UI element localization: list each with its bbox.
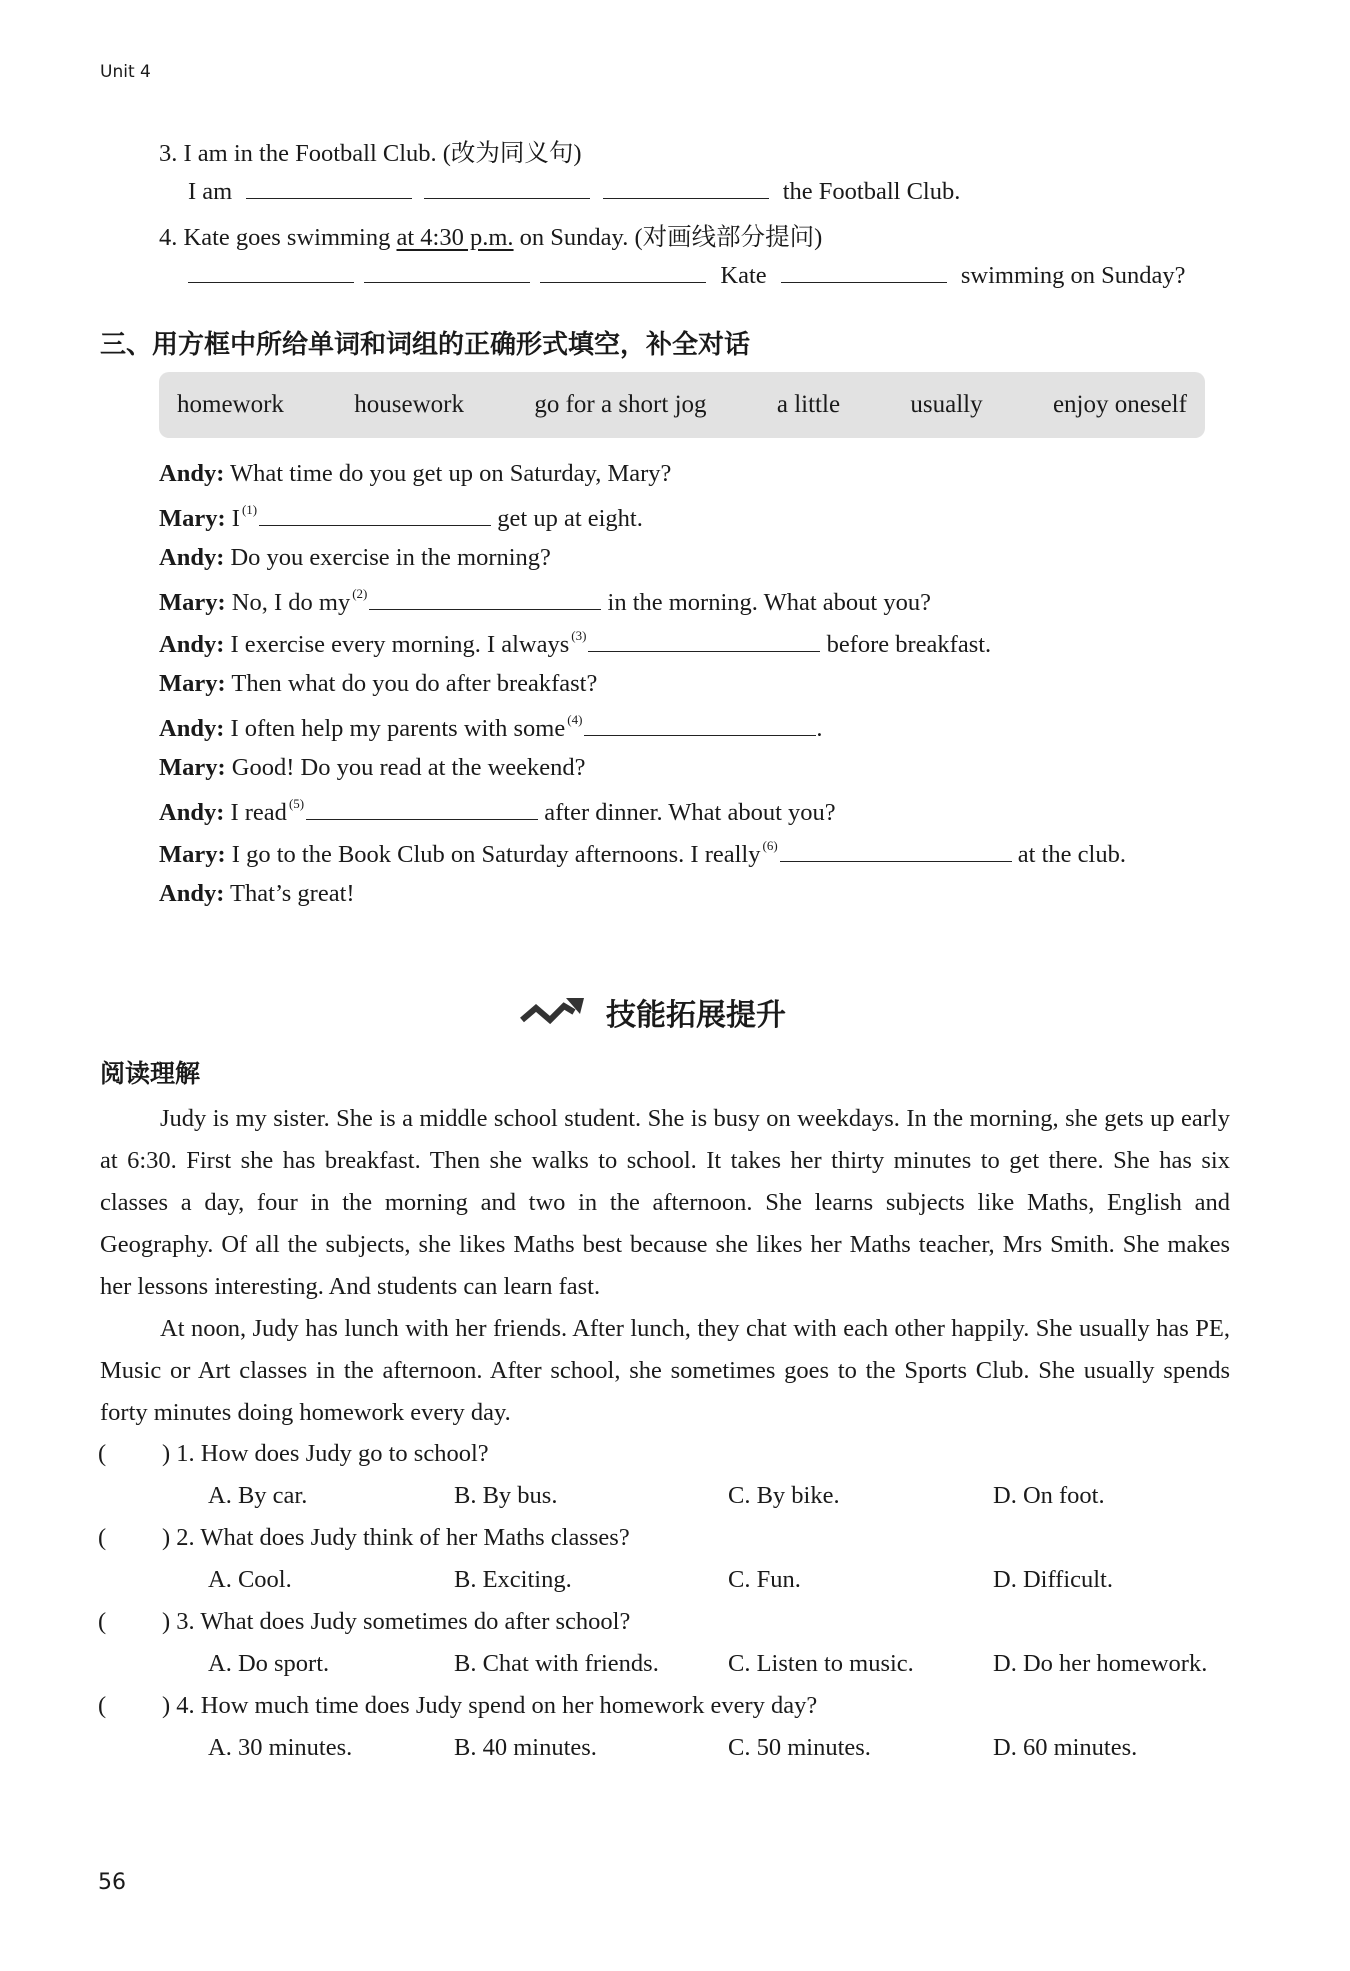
dialogue-text: What time do you get up on Saturday, Mary? bbox=[230, 460, 672, 487]
blank-number: (6) bbox=[762, 838, 778, 853]
word-option: usually bbox=[910, 391, 983, 418]
option[interactable]: D. On foot. bbox=[993, 1482, 1105, 1509]
dialogue-line bbox=[159, 796, 836, 827]
option[interactable]: B. 40 minutes. bbox=[454, 1734, 597, 1761]
question-4-prompt bbox=[159, 218, 822, 253]
dialogue-text: before breakfast. bbox=[826, 631, 992, 658]
option[interactable]: C. 50 minutes. bbox=[728, 1734, 871, 1761]
speaker: Mary: bbox=[159, 505, 226, 532]
dialogue-text: I go to the Book Club on Saturday afternoons. I really bbox=[231, 841, 761, 868]
dialogue-text: Do you exercise in the morning? bbox=[230, 544, 551, 571]
dialogue-line bbox=[159, 502, 643, 533]
question-text: 4. How much time does Judy spend on her homework every day? bbox=[176, 1692, 818, 1719]
paren-open: ( bbox=[98, 1608, 107, 1635]
unit-label: Unit 4 bbox=[100, 62, 151, 82]
question-4-line bbox=[188, 260, 1185, 290]
answer-blank[interactable] bbox=[584, 713, 816, 736]
speaker: Mary: bbox=[159, 589, 226, 616]
question-line bbox=[162, 1440, 489, 1468]
word-option: housework bbox=[354, 391, 464, 418]
option[interactable]: D. 60 minutes. bbox=[993, 1734, 1138, 1761]
option[interactable]: C. Fun. bbox=[728, 1566, 801, 1593]
paren-open: ( bbox=[98, 1440, 107, 1467]
word-box bbox=[159, 372, 1205, 438]
dialogue-line bbox=[159, 712, 823, 743]
speaker: Andy: bbox=[159, 460, 225, 487]
question-4-suffix: on Sunday. (对画线部分提问) bbox=[513, 224, 823, 251]
paren-close: ) bbox=[162, 1524, 171, 1551]
question-line bbox=[162, 1608, 630, 1636]
dialogue-text: . bbox=[816, 715, 823, 742]
dialogue-line bbox=[159, 628, 991, 659]
dialogue-text: I exercise every morning. I always bbox=[230, 631, 570, 658]
option[interactable]: A. Do sport. bbox=[208, 1650, 330, 1677]
reading-title: 阅读理解 bbox=[100, 1059, 201, 1088]
question-text: 2. What does Judy think of her Maths classes? bbox=[176, 1524, 630, 1551]
option[interactable]: C. Listen to music. bbox=[728, 1650, 914, 1677]
dialogue-line bbox=[159, 754, 586, 782]
answer-blank[interactable] bbox=[603, 176, 769, 199]
speaker: Mary: bbox=[159, 754, 226, 781]
dialogue-text: after dinner. What about you? bbox=[544, 799, 836, 826]
blank-number: (3) bbox=[571, 628, 587, 643]
dialogue-text: I bbox=[231, 505, 240, 532]
question-3-prompt: 3. I am in the Football Club. (改为同义句) bbox=[159, 140, 582, 167]
option[interactable]: A. 30 minutes. bbox=[208, 1734, 353, 1761]
dialogue-text: Then what do you do after breakfast? bbox=[231, 670, 598, 697]
dialogue-text: I often help my parents with some bbox=[230, 715, 566, 742]
reading-passage bbox=[100, 1098, 1230, 1434]
word-option: enjoy oneself bbox=[1052, 391, 1187, 418]
speaker: Andy: bbox=[159, 880, 225, 907]
answer-blank[interactable] bbox=[188, 260, 354, 283]
question-text: 1. How does Judy go to school? bbox=[176, 1440, 489, 1467]
speaker: Andy: bbox=[159, 715, 225, 742]
dialogue-line bbox=[159, 838, 1126, 869]
dialogue-text: No, I do my bbox=[231, 589, 351, 616]
question-4-underlined: at 4:30 p.m. bbox=[396, 224, 514, 251]
passage-paragraph: At noon, Judy has lunch with her friends. After lunch, they chat with each other happily. She usually has PE, Music or Art classes in the afternoon. After school, she sometimes goes to the Sports Club. She usually spends forty minutes doing homework every day. bbox=[100, 1315, 1230, 1426]
dialogue-line bbox=[159, 586, 931, 617]
speaker: Andy: bbox=[159, 631, 225, 658]
question-3-start: I am bbox=[188, 178, 233, 205]
question-line bbox=[162, 1524, 630, 1552]
answer-blank[interactable] bbox=[588, 629, 820, 652]
answer-blank[interactable] bbox=[369, 587, 601, 610]
paren-close: ) bbox=[162, 1440, 171, 1467]
option[interactable]: A. By car. bbox=[208, 1482, 308, 1509]
speaker: Andy: bbox=[159, 544, 225, 571]
question-4-prefix: 4. Kate goes swimming bbox=[159, 224, 397, 251]
paren-open: ( bbox=[98, 1692, 107, 1719]
paren-close: ) bbox=[162, 1608, 171, 1635]
answer-blank[interactable] bbox=[259, 503, 491, 526]
option[interactable]: A. Cool. bbox=[208, 1566, 292, 1593]
answer-blank[interactable] bbox=[540, 260, 706, 283]
skills-title: 技能拓展提升 bbox=[606, 998, 786, 1033]
option[interactable]: B. By bus. bbox=[454, 1482, 558, 1509]
option[interactable]: D. Do her homework. bbox=[993, 1650, 1208, 1677]
dialogue-text: I read bbox=[230, 799, 287, 826]
answer-blank[interactable] bbox=[306, 797, 538, 820]
skills-header bbox=[518, 990, 786, 1034]
dialogue-line bbox=[159, 670, 597, 698]
blank-number: (1) bbox=[241, 502, 258, 517]
option[interactable]: C. By bike. bbox=[728, 1482, 840, 1509]
page-number: 56 bbox=[98, 1870, 126, 1895]
speaker: Andy: bbox=[159, 799, 225, 826]
speaker: Mary: bbox=[159, 841, 226, 868]
dialogue-text: get up at eight. bbox=[497, 505, 643, 532]
word-option: homework bbox=[177, 391, 284, 418]
question-3-end: the Football Club. bbox=[782, 178, 961, 205]
dialogue-text: in the morning. What about you? bbox=[607, 589, 931, 616]
question-line bbox=[162, 1692, 817, 1720]
question-text: 3. What does Judy sometimes do after school? bbox=[176, 1608, 631, 1635]
answer-blank[interactable] bbox=[246, 176, 412, 199]
part3-title: 三、用方框中所给单词和词组的正确形式填空，补全对话 bbox=[100, 330, 751, 360]
option[interactable]: B. Exciting. bbox=[454, 1566, 572, 1593]
answer-blank[interactable] bbox=[424, 176, 590, 199]
answer-blank[interactable] bbox=[781, 260, 947, 283]
passage-paragraph: Judy is my sister. She is a middle school student. She is busy on weekdays. In the morning, she gets up early at 6:30. First she has breakfast. Then she walks to school. It takes her thirty minutes to get there. She has six classes a day, four in the morning and two in the afternoon. She learns subjects like Maths, English and Geography. Of all the subjects, she likes Maths best because she likes her Maths teacher, Mrs Smith. She makes her lessons interesting. And students can learn fast. bbox=[100, 1105, 1230, 1300]
dialogue-text: Good! Do you read at the weekend? bbox=[231, 754, 586, 781]
answer-blank[interactable] bbox=[364, 260, 530, 283]
option[interactable]: D. Difficult. bbox=[993, 1566, 1113, 1593]
dialogue-line bbox=[159, 880, 355, 908]
question-4-end: swimming on Sunday? bbox=[960, 262, 1186, 289]
blank-number: (2) bbox=[352, 586, 368, 601]
word-option: a little bbox=[776, 391, 841, 418]
question-4-kate: Kate bbox=[720, 262, 767, 289]
dialogue-text: at the club. bbox=[1017, 841, 1126, 868]
question-3-line bbox=[188, 176, 960, 206]
speaker: Mary: bbox=[159, 670, 226, 697]
blank-number: (4) bbox=[567, 712, 583, 727]
paren-open: ( bbox=[98, 1524, 107, 1551]
option[interactable]: B. Chat with friends. bbox=[454, 1650, 659, 1677]
word-option: go for a short jog bbox=[534, 391, 707, 418]
blank-number: (5) bbox=[288, 796, 305, 811]
dialogue-line bbox=[159, 544, 551, 572]
answer-blank[interactable] bbox=[780, 839, 1012, 862]
trend-arrow-icon bbox=[518, 994, 586, 1030]
paren-close: ) bbox=[162, 1692, 171, 1719]
dialogue-line bbox=[159, 460, 671, 488]
dialogue-text: That’s great! bbox=[230, 880, 355, 907]
